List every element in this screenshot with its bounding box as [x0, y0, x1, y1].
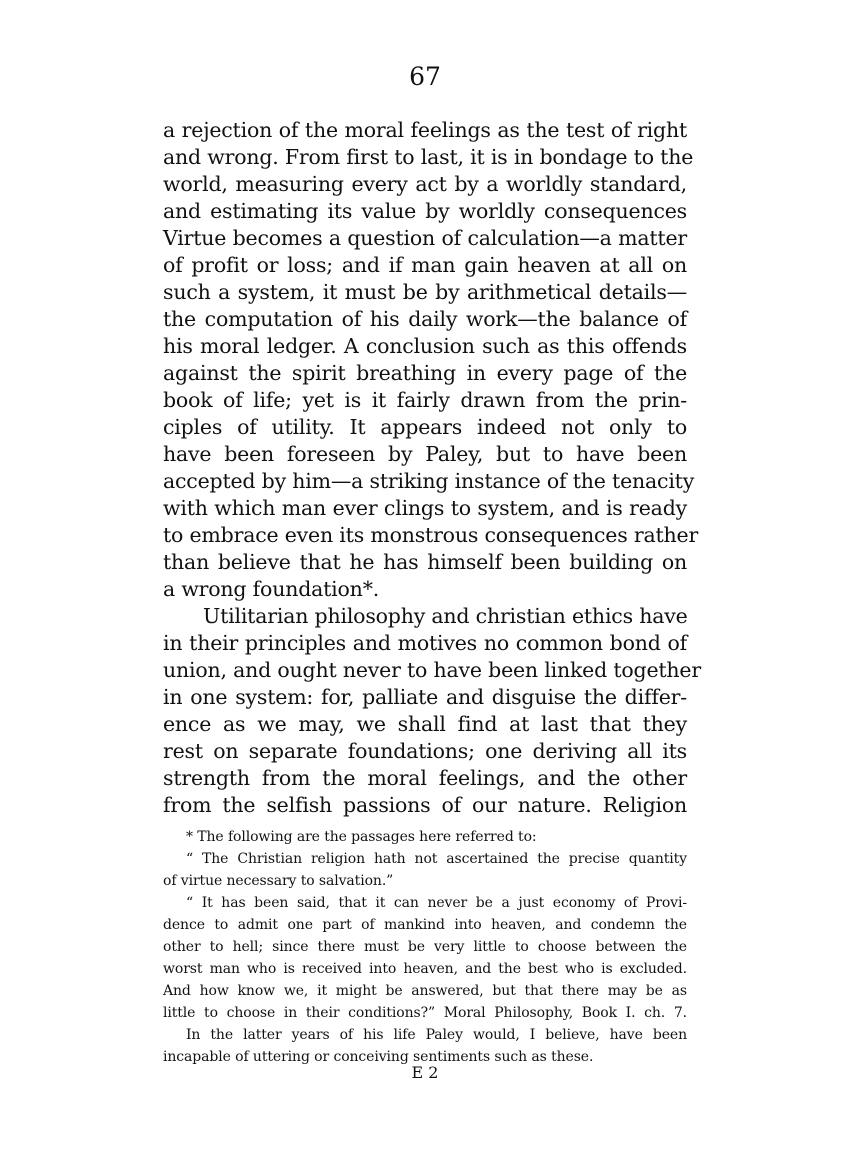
text-line: of profit or loss; and if man gain heaven at all on [163, 253, 687, 277]
text-line: rest on separate foundations; one deriving all its [163, 739, 687, 763]
footnote-line: dence to admit one part of mankind into heaven, and condemn the [163, 917, 687, 933]
text-line: his moral ledger. A conclusion such as this offends [163, 334, 687, 358]
page-number: 67 [409, 62, 441, 91]
text-line: ciples of utility. It appears indeed not only to [163, 415, 687, 439]
text-line: a rejection of the moral feelings as the test of right [163, 118, 687, 142]
text-line: against the spirit breathing in every page of the [163, 361, 687, 385]
footnote-line: of virtue necessary to salvation.” [163, 873, 394, 889]
text-line: than believe that he has himself been building on [163, 550, 687, 574]
text-line: and estimating its value by worldly consequences [163, 199, 687, 223]
footnote-line: little to choose in their conditions?” Moral Philosophy, Book I. ch. 7. [163, 1005, 687, 1021]
footnote-line: And how know we, it might be answered, but that there may be as [163, 983, 687, 999]
signature-mark: E 2 [411, 1063, 439, 1082]
text-line: in one system: for, palliate and disguise the differ- [163, 685, 687, 709]
text-line: such a system, it must be by arithmetical details— [163, 280, 687, 304]
text-line: strength from the moral feelings, and the other [163, 766, 687, 790]
footnote-line: incapable of uttering or conceiving sentiments such as these. [163, 1049, 594, 1065]
text-line: to embrace even its monstrous consequences rather [163, 523, 699, 547]
text-line: ence as we may, we shall find at last that they [163, 712, 687, 736]
text-line: world, measuring every act by a worldly standard, [163, 172, 687, 196]
footnote-line: worst man who is received into heaven, and the best who is excluded. [163, 961, 687, 977]
text-line: union, and ought never to have been linked together [163, 658, 701, 682]
text-line: from the selfish passions of our nature. Religion [163, 793, 687, 817]
text-line: the computation of his daily work—the balance of [163, 307, 687, 331]
text-line: Utilitarian philosophy and christian ethics have [203, 604, 688, 628]
text-line: book of life; yet is it fairly drawn from the prin- [163, 388, 687, 412]
footnote-line: * The following are the passages here referred to: [186, 829, 537, 845]
footnote-line: In the latter years of his life Paley would, I believe, have been [186, 1027, 687, 1043]
footnote-line: other to hell; since there must be very little to choose between the [163, 939, 687, 955]
text-line: accepted by him—a striking instance of the tenacity [163, 469, 695, 493]
footnote-line: “ It has been said, that it can never be a just economy of Provi- [186, 895, 687, 911]
text-line: Virtue becomes a question of calculation—a matter [163, 226, 687, 250]
footnote-line: “ The Christian religion hath not ascertained the precise quantity [186, 851, 687, 867]
text-line: and wrong. From first to last, it is in bondage to the [163, 145, 694, 169]
text-line: with which man ever clings to system, and is ready [163, 496, 687, 520]
text-line: in their principles and motives no common bond of [163, 631, 687, 655]
text-line: a wrong foundation*. [163, 577, 380, 601]
text-line: have been foreseen by Paley, but to have been [163, 442, 687, 466]
